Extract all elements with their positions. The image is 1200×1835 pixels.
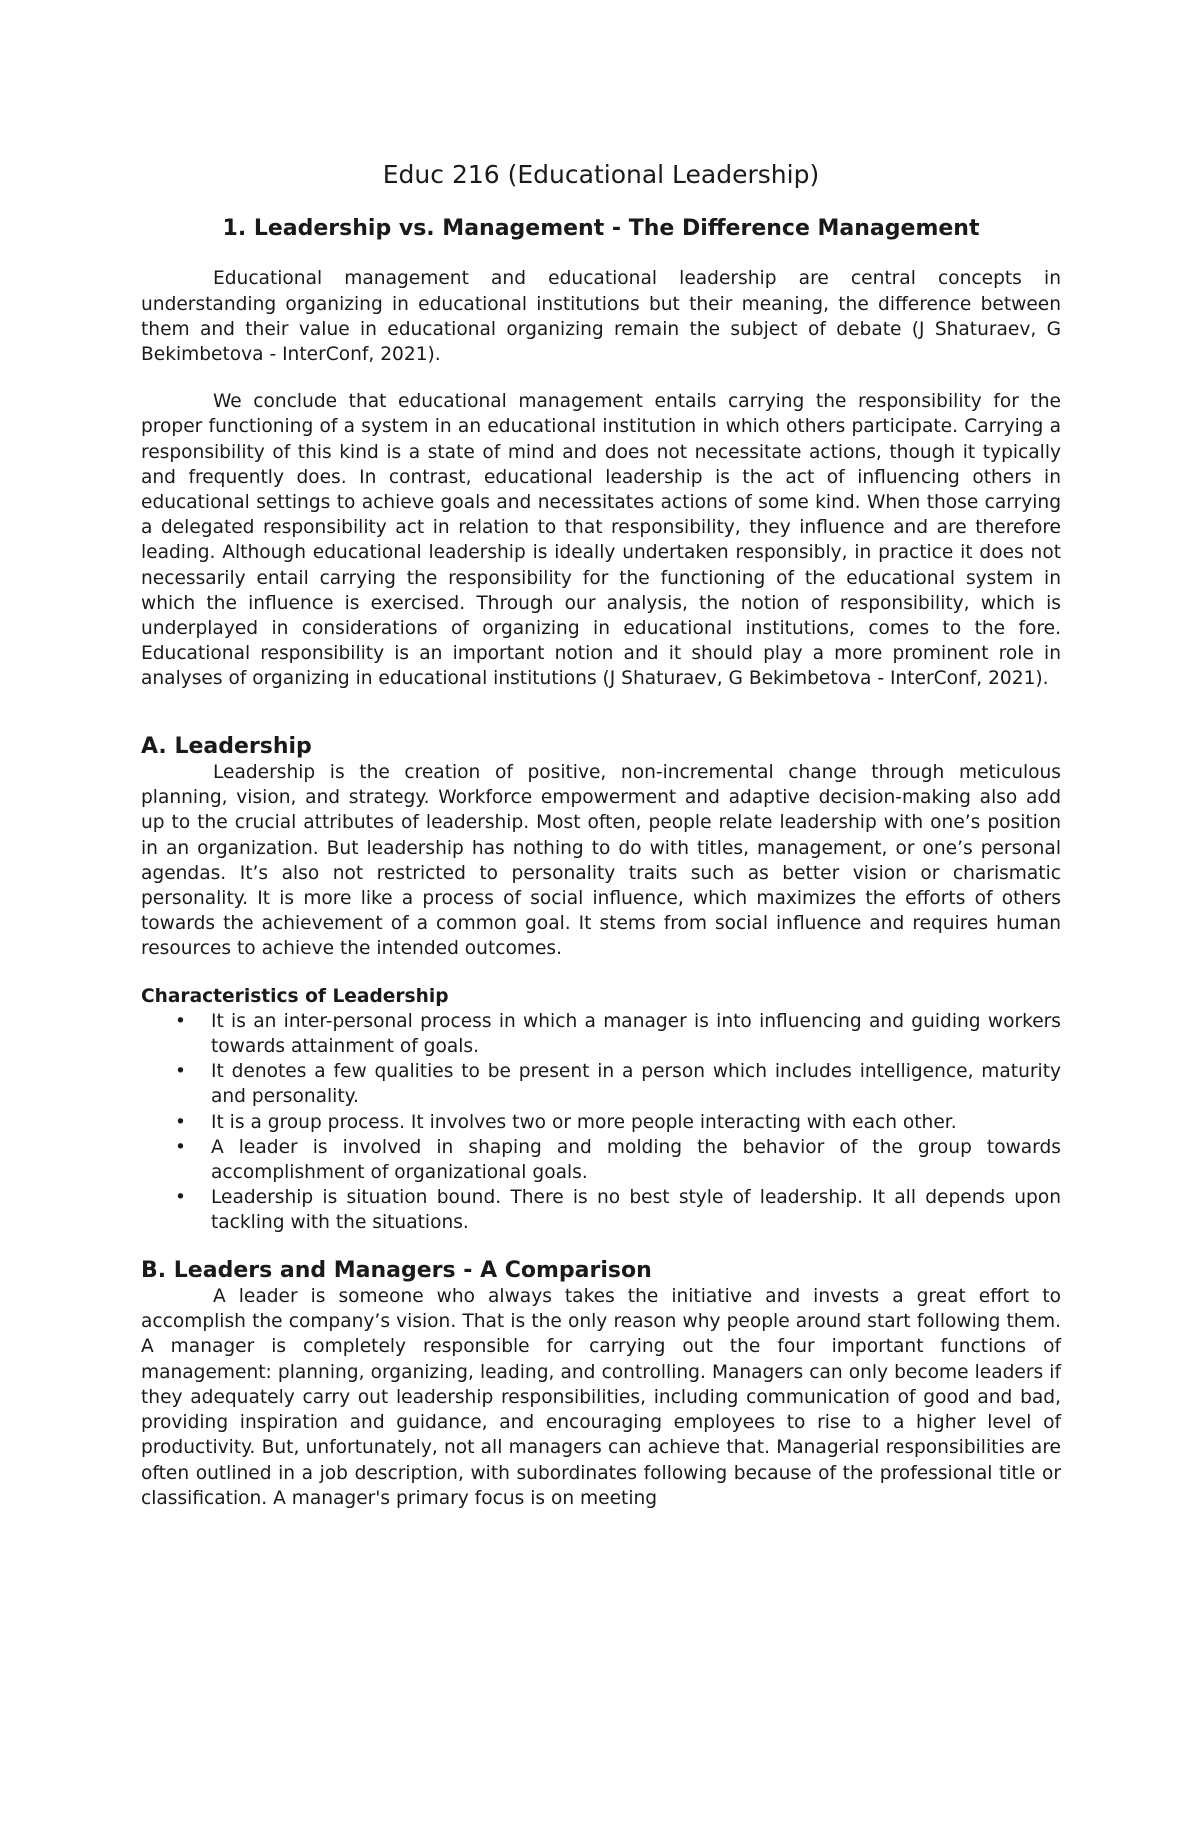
section-a-heading: A. Leadership: [141, 733, 312, 759]
section-a-paragraph: Leadership is the creation of positive, non-incremental change through meticulous planning, vision, and strategy. Workforce empowerment and adaptive decision-making also add up to the crucial attributes of leadership. Most often, people relate leadership with one’s position in an organization. But leadership has nothing to do with titles, management, or one’s personal agendas. It’s also not restricted to personality traits such as better vision or charismatic personality. It is more like a process of social influence, which maximizes the efforts of others towards the achievement of a common goal. It stems from social influence and requires human resources to achieve the intended outcomes.: [141, 762, 1061, 960]
characteristics-list: [141, 1009, 1061, 1236]
intro-paragraph-2: We conclude that educational management entails carrying the responsibility for the proper functioning of a system in an educational institution in which others participate. Carrying a responsibility of this kind is a state of mind and does not necessitate actions, though it typically and frequently does. In contrast, educational leadership is the act of influencing others in educational settings to achieve goals and necessitates actions of some kind. When those carrying a delegated responsibility act in relation to that responsibility, they influence and are therefore leading. Although educational leadership is ideally undertaken responsibly, in practice it does not necessarily entail carrying the responsibility for the functioning of the educational system in which the influence is exercised. Through our analysis, the notion of responsibility, which is underplayed in considerations of organizing in educational institutions, comes to the fore. Educational responsibility is an important notion and it should play a more prominent role in analyses of organizing in educational institutions (J Shaturaev, G Bekimbetova - InterConf, 2021).: [141, 391, 1061, 690]
list-item: [141, 1009, 1061, 1059]
list-item-text: It denotes a few qualities to be present in a person which includes intelligence, maturity and personality.: [211, 1061, 1061, 1108]
document-page: [141, 160, 1061, 1511]
section-b-paragraph: A leader is someone who always takes the initiative and invests a great effort to accomplish the company’s vision. That is the only reason why people around start following them. A manager is completely responsible for carrying out the four important functions of management: planning, organizing, leading, and controlling. Managers can only become leaders if they adequately carry out leadership responsibilities, including communication of good and bad, providing inspiration and guidance, and encouraging employees to rise to a higher level of productivity. But, unfortunately, not all managers can achieve that. Managerial responsibilities are often outlined in a job description, with subordinates following because of the professional title or classification. A manager's primary focus is on meeting: [141, 1286, 1061, 1509]
characteristics-heading: Characteristics of Leadership: [141, 985, 449, 1007]
bullet-icon: •: [175, 1136, 186, 1158]
bullet-icon: •: [175, 1061, 186, 1083]
list-item: [141, 1135, 1061, 1185]
bullet-icon: •: [175, 1010, 186, 1032]
bullet-icon: •: [175, 1187, 186, 1209]
list-item: [141, 1185, 1061, 1235]
list-item: [141, 1110, 1061, 1135]
list-item-text: A leader is involved in shaping and molding the behavior of the group towards accomplishment of organizational goals.: [211, 1136, 1061, 1184]
list-item-text: Leadership is situation bound. There is no best style of leadership. It all depends upon tackling with the situations.: [211, 1187, 1061, 1234]
list-item-text: It is a group process. It involves two or more people interacting with each other.: [211, 1111, 957, 1133]
bullet-icon: •: [175, 1111, 186, 1133]
document-title: Educ 216 (Educational Leadership): [382, 160, 820, 189]
intro-paragraph-1: Educational management and educational leadership are central concepts in understanding organizing in educational institutions but their meaning, the difference between them and their value in educational organizing remain the subject of debate (J Shaturaev, G Bekimbetova - InterConf, 2021).: [141, 268, 1061, 365]
list-item-text: It is an inter-personal process in which a manager is into influencing and guiding workers towards attainment of goals.: [211, 1010, 1061, 1058]
section-b-heading: B. Leaders and Managers - A Comparison: [141, 1257, 652, 1283]
list-item: [141, 1059, 1061, 1109]
section-1-heading: 1. Leadership vs. Management - The Difference Management: [222, 216, 980, 241]
